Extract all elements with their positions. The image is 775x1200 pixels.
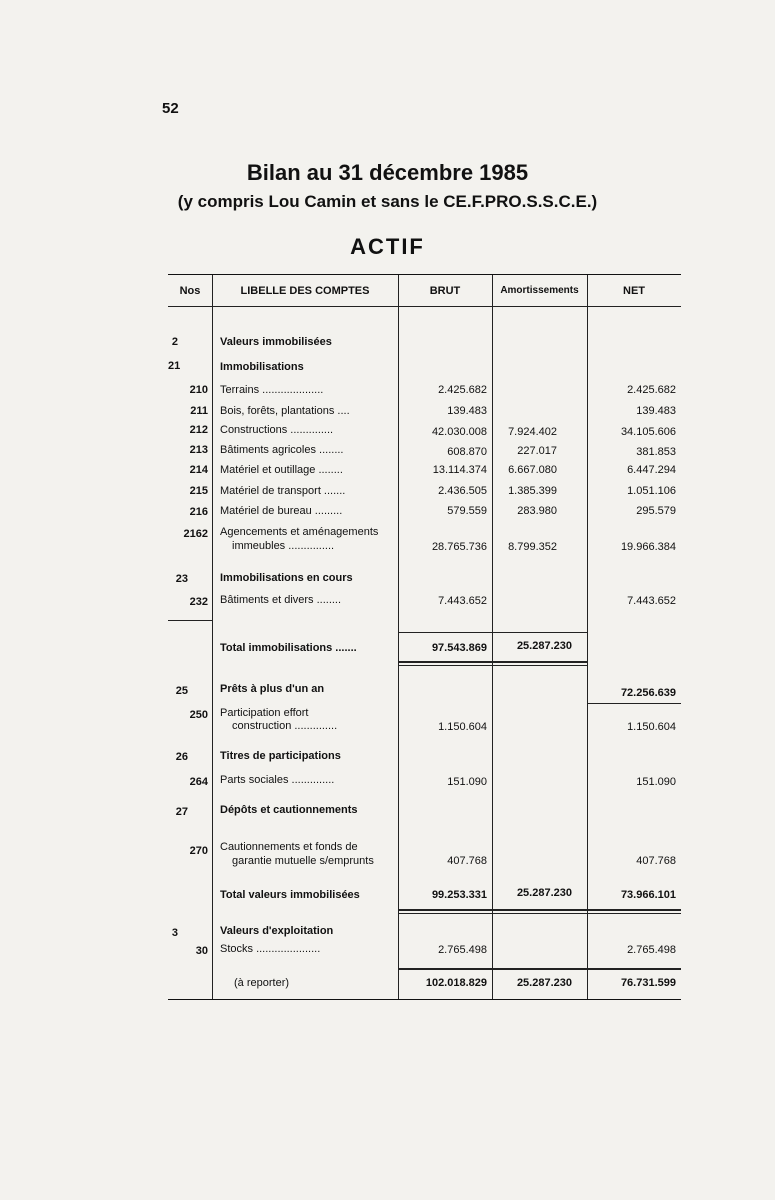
rule: [398, 968, 681, 970]
row-label: Valeurs d'exploitation: [220, 925, 334, 937]
row-label: Terrains ....................: [220, 384, 324, 396]
row-net: 7.443.652: [627, 595, 676, 607]
row-net: 2.765.498: [627, 944, 676, 956]
total-immobilisations-brut: 97.543.869: [431, 642, 487, 654]
row-no: 27: [175, 806, 188, 818]
row-brut: 2.425.682: [438, 384, 487, 396]
row-amort: 283.980: [517, 505, 557, 517]
rule: [398, 909, 681, 911]
row-net: 19.966.384: [620, 541, 676, 553]
row-label: Prêts à plus d'un an: [220, 683, 325, 695]
row-net: 34.105.606: [620, 426, 676, 438]
total-immobilisations-amort: 25.287.230: [516, 640, 572, 652]
row-label: Matériel de bureau .........: [220, 505, 343, 517]
rule: [398, 913, 681, 914]
row-no: 215: [189, 485, 208, 497]
row-label: Matériel de transport .......: [220, 485, 346, 497]
row-brut: 2.436.505: [438, 485, 487, 497]
row-no: 26: [175, 751, 188, 763]
total-valeurs-brut: 99.253.331: [431, 889, 487, 901]
row-no: 21: [168, 360, 181, 372]
row-amort: 6.667.080: [508, 464, 557, 476]
carry-forward-brut: 102.018.829: [425, 977, 487, 989]
row-label: Titres de participations: [220, 750, 341, 762]
row-label: Bois, forêts, plantations ....: [220, 405, 350, 417]
row-brut: 7.443.652: [438, 595, 487, 607]
row-amort: 7.924.402: [508, 426, 557, 438]
carry-forward-amort: 25.287.230: [516, 977, 572, 989]
row-amort: 227.017: [517, 445, 557, 457]
row-net: 2.425.682: [627, 384, 676, 396]
row-label: Matériel et outillage ........: [220, 464, 343, 476]
row-label: Immobilisations en cours: [220, 572, 353, 584]
carry-forward-label: (à reporter): [234, 977, 290, 989]
row-no: 3: [171, 927, 178, 939]
row-brut: 1.150.604: [438, 721, 487, 733]
row-brut: 13.114.374: [432, 464, 487, 476]
row-brut: 608.870: [447, 446, 487, 458]
total-valeurs-label: Total valeurs immobilisées: [220, 889, 360, 901]
total-valeurs-amort: 25.287.230: [516, 887, 572, 899]
row-net: 1.150.604: [627, 721, 676, 733]
row-net: 139.483: [636, 405, 676, 417]
row-label: Parts sociales ..............: [220, 774, 335, 786]
rule: [398, 661, 587, 663]
row-net: 295.579: [636, 505, 676, 517]
col-divider: [212, 275, 213, 999]
header-brut: BRUT: [429, 285, 461, 297]
row-label: Dépôts et cautionnements: [220, 804, 358, 816]
row-label: Immobilisations: [220, 361, 304, 373]
rule: [398, 665, 587, 666]
row-no: 23: [175, 573, 188, 585]
total-immobilisations-label: Total immobilisations .......: [220, 642, 357, 654]
row-no: 264: [189, 776, 208, 788]
row-no: 213: [189, 444, 208, 456]
rule: [398, 632, 587, 633]
row-label-line2: garantie mutuelle s/emprunts: [232, 855, 374, 867]
row-no: 214: [189, 464, 208, 476]
row-no: 250: [189, 709, 208, 721]
row-no: 232: [189, 596, 208, 608]
carry-forward-net: 76.731.599: [620, 977, 676, 989]
header-no: Nos: [179, 285, 201, 297]
rule: [587, 703, 681, 704]
row-brut: 139.483: [447, 405, 487, 417]
row-no: 2162: [183, 528, 208, 540]
row-no: 216: [189, 506, 208, 518]
row-no: 210: [189, 384, 208, 396]
row-brut: 407.768: [447, 855, 487, 867]
row-label: Stocks .....................: [220, 943, 321, 955]
row-brut: 28.765.736: [431, 541, 487, 553]
row-no: 30: [195, 945, 208, 957]
row-label-line2: immeubles ...............: [232, 540, 335, 552]
row-net: 72.256.639: [620, 687, 676, 699]
row-brut: 2.765.498: [438, 944, 487, 956]
row-net: 407.768: [636, 855, 676, 867]
row-amort: 1.385.399: [508, 485, 557, 497]
row-label: Agencements et aménagements: [220, 526, 379, 538]
page-title: Bilan au 31 décembre 1985: [246, 160, 529, 185]
row-label: Cautionnements et fonds de: [220, 841, 358, 853]
header-amortissements: Amortissements: [500, 285, 579, 296]
row-no: 212: [189, 424, 208, 436]
header-net: NET: [623, 285, 645, 297]
row-no: 211: [190, 405, 208, 417]
row-label: Participation effort: [220, 707, 309, 719]
row-no: 25: [175, 685, 188, 697]
row-label: Constructions ..............: [220, 424, 334, 436]
row-label: Bâtiments agricoles ........: [220, 444, 344, 456]
row-net: 6.447.294: [627, 464, 676, 476]
row-no: 2: [171, 336, 178, 348]
row-no: 270: [189, 845, 208, 857]
row-net: 151.090: [636, 776, 676, 788]
page-number: 52: [162, 100, 179, 117]
row-brut: 42.030.008: [431, 426, 487, 438]
rule: [168, 620, 212, 621]
row-net: 381.853: [636, 446, 676, 458]
section-heading: ACTIF: [350, 234, 425, 259]
row-brut: 579.559: [447, 505, 487, 517]
header-rule: [168, 306, 681, 307]
page-subtitle: (y compris Lou Camin et sans le CE.F.PRO.S.S.C.E.): [177, 192, 598, 211]
row-amort: 8.799.352: [508, 541, 557, 553]
row-net: 1.051.106: [627, 485, 676, 497]
row-label-line2: construction ..............: [232, 720, 338, 732]
balance-table: [168, 274, 681, 1000]
total-valeurs-net: 73.966.101: [620, 889, 676, 901]
row-label: Valeurs immobilisées: [220, 336, 332, 348]
row-label: Bâtiments et divers ........: [220, 594, 342, 606]
header-libelle: LIBELLE DES COMPTES: [240, 285, 370, 297]
row-brut: 151.090: [447, 776, 487, 788]
